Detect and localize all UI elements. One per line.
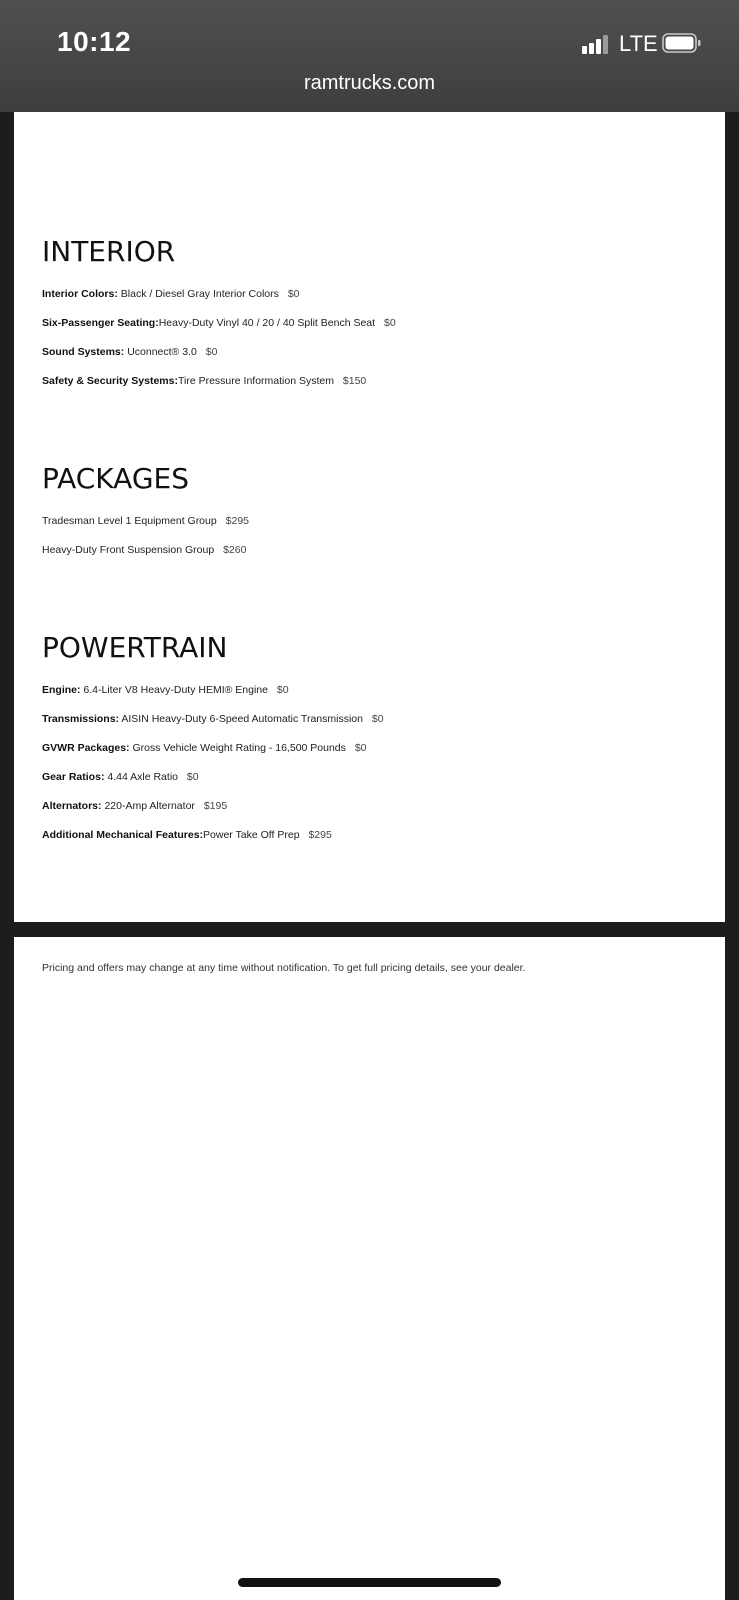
row-price: $0 (383, 317, 396, 329)
interior-row (42, 375, 366, 387)
row-value: Black / Diesel Gray Interior Colors (120, 288, 279, 300)
row-value: Heavy-Duty Vinyl 40 / 20 / 40 Split Bench Seat (158, 317, 376, 329)
row-value: Power Take Off Prep (203, 829, 300, 841)
row-label: Alternators: (42, 800, 102, 812)
row-price: $0 (287, 288, 300, 300)
powertrain-row (42, 684, 289, 696)
powertrain-row (42, 771, 199, 783)
package-row (42, 544, 246, 556)
powertrain-row (42, 742, 367, 754)
interior-row (42, 346, 217, 358)
powertrain-row (42, 713, 384, 725)
row-value: 4.44 Axle Ratio (107, 771, 178, 783)
row-value: Heavy-Duty Front Suspension Group (42, 544, 215, 556)
row-price: $0 (371, 713, 384, 725)
row-value: Tradesman Level 1 Equipment Group (42, 515, 217, 527)
row-label: Interior Colors: (42, 288, 118, 300)
row-label: Additional Mechanical Features: (42, 829, 204, 841)
powertrain-title: POWERTRAIN (42, 631, 228, 664)
row-price: $0 (205, 346, 218, 358)
status-bar (0, 0, 739, 112)
row-value: 6.4-Liter V8 Heavy-Duty HEMI® Engine (83, 684, 268, 696)
row-price: $150 (342, 375, 367, 387)
row-value: Gross Vehicle Weight Rating - 16,500 Pounds (132, 742, 346, 754)
status-time: 10:12 (57, 26, 132, 57)
row-price: $195 (203, 800, 228, 812)
row-value: AISIN Heavy-Duty 6-Speed Automatic Transmission (121, 713, 363, 725)
row-price: $295 (308, 829, 332, 841)
package-row (42, 515, 249, 527)
row-price: $0 (186, 771, 199, 783)
row-label: Six-Passenger Seating: (42, 317, 159, 329)
row-label: Safety & Security Systems: (42, 375, 178, 387)
row-label: Transmissions: (42, 713, 120, 725)
row-label: Engine: (42, 684, 81, 696)
row-label: Sound Systems: (42, 346, 125, 358)
row-price: $0 (354, 742, 367, 754)
row-price: $0 (276, 684, 289, 696)
row-value: Tire Pressure Information System (177, 375, 334, 387)
interior-row (42, 288, 300, 300)
cellular-signal-icon (582, 34, 610, 54)
row-label: GVWR Packages: (42, 742, 130, 754)
interior-row (42, 317, 396, 329)
interior-title: INTERIOR (42, 235, 176, 268)
packages-title: PACKAGES (42, 462, 189, 495)
row-price: $260 (223, 544, 247, 556)
row-value: 220-Amp Alternator (104, 800, 195, 812)
row-label: Gear Ratios: (42, 771, 105, 783)
powertrain-row (42, 829, 332, 841)
battery-icon (662, 33, 702, 53)
row-value: Uconnect® 3.0 (127, 346, 197, 358)
powertrain-row (42, 800, 227, 812)
document-page-1 (14, 112, 725, 922)
pricing-disclaimer: Pricing and offers may change at any time without notification. To get full pricing details, see your dealer. (42, 962, 526, 974)
address-bar-url[interactable]: ramtrucks.com (303, 72, 436, 94)
home-indicator[interactable] (238, 1578, 501, 1587)
network-type-label: LTE (619, 31, 658, 56)
row-price: $295 (225, 515, 249, 527)
document-page-2 (14, 937, 725, 1600)
